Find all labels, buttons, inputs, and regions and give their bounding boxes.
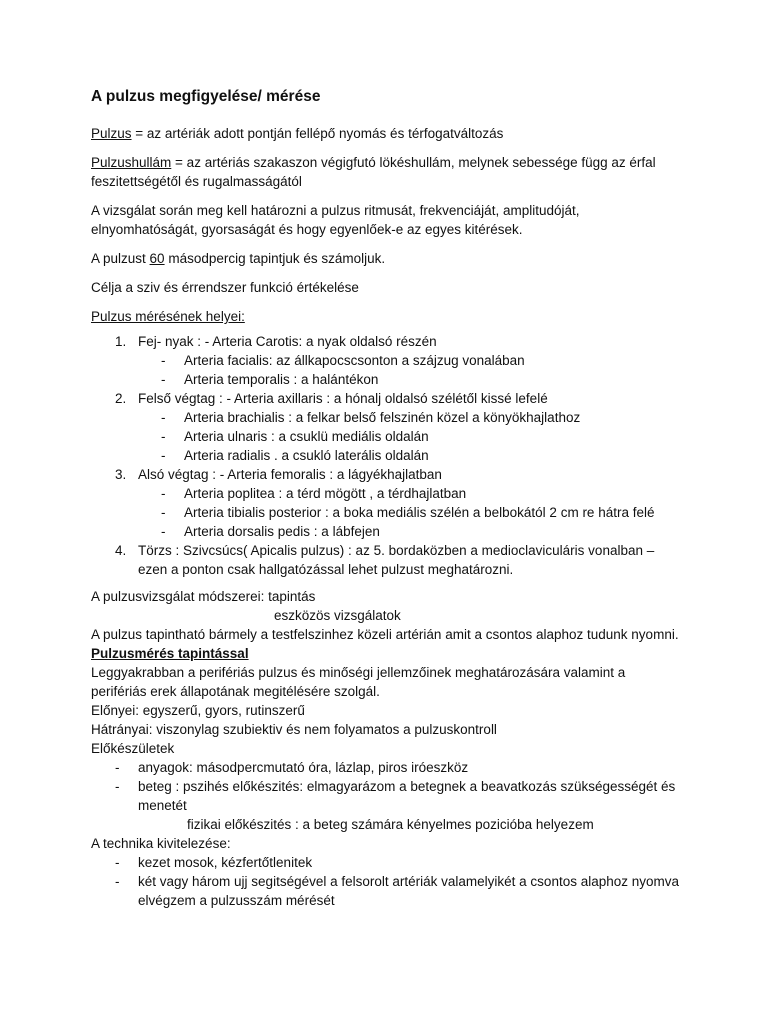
site-item xyxy=(91,541,681,579)
dash: - xyxy=(115,779,120,794)
tapinthato-paragraph: A pulzus tapintható bármely a testfelszinhez közeli artérián amit a csontos alaphoz tudunk nyomni. xyxy=(91,627,679,642)
site-subitem xyxy=(91,503,681,522)
site-subitem-text: Arteria ulnaris : a csuklü mediális oldalán xyxy=(184,429,429,444)
site-subitem xyxy=(91,446,681,465)
list-item-text: beteg : pszihés előkészités: elmagyarázom a betegnek a beavatkozás szükségességét és menetét xyxy=(138,779,676,813)
list-item-text: anyagok: másodpercmutató óra, lázlap, piros iróeszköz xyxy=(138,760,469,775)
site-subitem xyxy=(91,370,681,389)
sixty-number: 60 xyxy=(149,251,165,266)
dash: - xyxy=(161,448,166,463)
list-item-text: kezet mosok, kézfertőtlenitek xyxy=(138,855,313,870)
site-subitem-text: Arteria radialis . a csukló laterális oldalán xyxy=(184,448,429,463)
elonyei-line: Előnyei: egyszerű, gyors, rutinszerű xyxy=(91,703,305,718)
technika-heading: A technika kivitelezése: xyxy=(91,836,231,851)
dash: - xyxy=(115,760,120,775)
site-subitem xyxy=(91,427,681,446)
tapintas-heading: Pulzusmérés tapintással xyxy=(91,646,249,661)
list-item xyxy=(91,872,681,910)
pulzus-definition-text: = az artériák adott pontján fellépő nyomás és térfogatváltozás xyxy=(131,126,504,141)
vizsgalat-paragraph: A vizsgálat során meg kell határozni a pulzus ritmusát, frekvenciáját, amplitudóját, elnyomhatóságát, gyorsaságát és hogy egyenlőek-e az egyes kitérések. xyxy=(91,203,580,237)
site-text: Törzs : Szivcsúcs( Apicalis pulzus) : az 5. bordaközben a medioclaviculáris vonalban – ezen a ponton csak hallgatózással lehet pulzust meghatározni. xyxy=(138,543,655,577)
pulzus-definition xyxy=(91,124,681,143)
dash: - xyxy=(161,505,166,520)
hatranyai-line: Hátrányai: viszonylag szubiektiv és nem folyamatos a pulzuskontroll xyxy=(91,722,497,737)
list-item xyxy=(91,758,681,777)
fizikai-line: fizikai előkészités : a beteg számára kényelmes pozicióba helyezem xyxy=(187,817,594,832)
site-subitem-text: Arteria brachialis : a felkar belső felszinén közel a könyökhajlathoz xyxy=(184,410,581,425)
dash: - xyxy=(115,855,120,870)
dash: - xyxy=(161,372,166,387)
site-text: Alsó végtag : - Arteria femoralis : a lágyékhajlatban xyxy=(138,467,442,482)
site-subitem xyxy=(91,351,681,370)
site-item xyxy=(91,332,681,389)
leggyakrabban-paragraph: Leggyakrabban a perifériás pulzus és minőségi jellemzőinek meghatározására valamint a perifériás erek állapotának megitélésére szolgál. xyxy=(91,665,626,699)
dash: - xyxy=(161,353,166,368)
measurement-sites-list xyxy=(91,332,681,579)
site-number: 3. xyxy=(115,467,127,482)
list-item xyxy=(91,853,681,872)
elokeszuletek-heading: Előkészületek xyxy=(91,741,175,756)
site-subitem xyxy=(91,522,681,541)
dash: - xyxy=(115,874,120,889)
site-item xyxy=(91,389,681,465)
pulzus-term: Pulzus xyxy=(91,126,132,141)
site-subitem-text: Arteria tibialis posterior : a boka mediális szélén a belbokától 2 cm re hátra felé xyxy=(184,505,655,520)
site-subitem-text: Arteria dorsalis pedis : a lábfejen xyxy=(184,524,380,539)
document-title: A pulzus megfigyelése/ mérése xyxy=(91,88,321,105)
celja-paragraph: Célja a sziv és érrendszer funkció értékelése xyxy=(91,280,359,295)
list-item xyxy=(91,777,681,815)
site-item xyxy=(91,465,681,541)
pulzushullam-definition xyxy=(91,153,681,191)
site-number: 2. xyxy=(115,391,127,406)
pulzushullam-term: Pulzushullám xyxy=(91,155,172,170)
modszerei-line-2: eszközös vizsgálatok xyxy=(274,608,401,623)
site-text: Fej- nyak : - Arteria Carotis: a nyak oldalsó részén xyxy=(138,334,437,349)
sixty-before: A pulzust xyxy=(91,251,150,266)
document-page xyxy=(91,88,681,910)
sixty-after: másodpercig tapintjuk és számoljuk. xyxy=(164,251,386,266)
pulzushullam-definition-text: = az artériás szakaszon végigfutó lökéshullám, melynek sebessége függ az érfal feszitettségétől és rugalmasságától xyxy=(91,155,656,189)
modszerei-line: A pulzusvizsgálat módszerei: tapintás xyxy=(91,589,316,604)
dash: - xyxy=(161,524,166,539)
site-subitem-text: Arteria poplitea : a térd mögött , a térdhajlatban xyxy=(184,486,467,501)
site-subitem xyxy=(91,484,681,503)
dash: - xyxy=(161,410,166,425)
site-subitem-text: Arteria temporalis : a halántékon xyxy=(184,372,379,387)
helyei-heading: Pulzus mérésének helyei: xyxy=(91,309,245,324)
sixty-seconds-paragraph xyxy=(91,249,681,268)
list-item-text: két vagy három ujj segitségével a felsorolt artériák valamelyikét a csontos alaphoz nyomva elvégzem a pulzusszám mérését xyxy=(138,874,680,908)
site-number: 4. xyxy=(115,543,127,558)
site-text: Felső végtag : - Arteria axillaris : a hónalj oldalsó szélétől kissé lefelé xyxy=(138,391,548,406)
site-subitem-text: Arteria facialis: az állkapocscsonton a szájzug vonalában xyxy=(184,353,525,368)
dash: - xyxy=(161,486,166,501)
dash: - xyxy=(161,429,166,444)
site-subitem xyxy=(91,408,681,427)
site-number: 1. xyxy=(115,334,127,349)
